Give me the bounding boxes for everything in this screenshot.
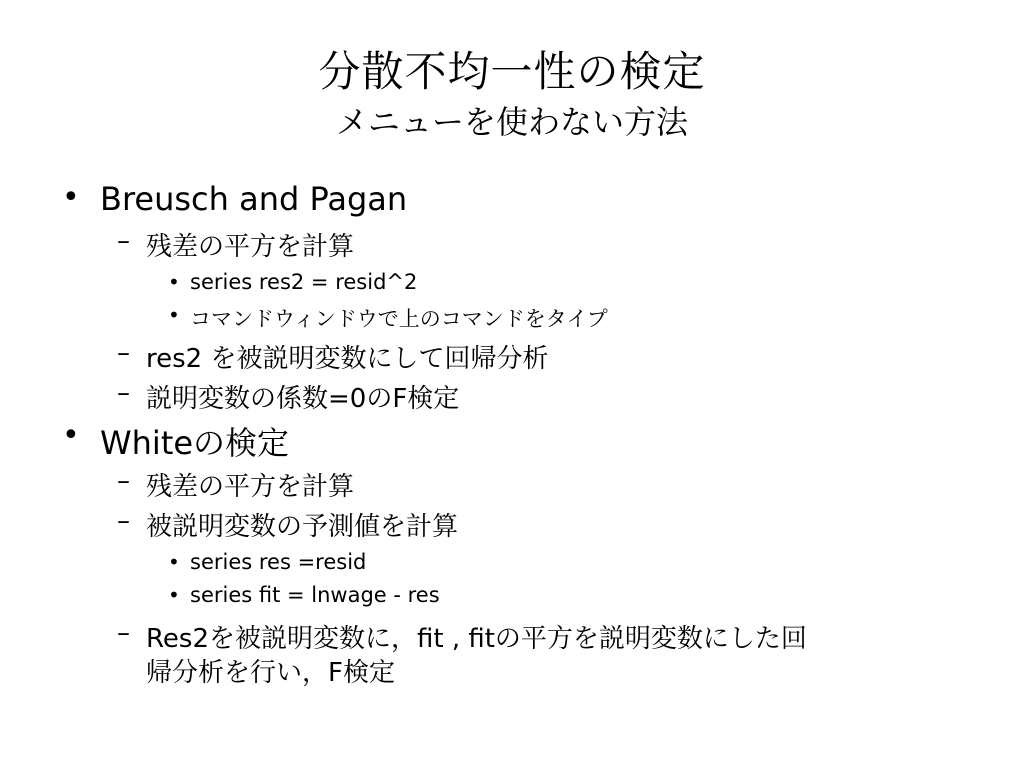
dash-marker: – <box>117 378 130 408</box>
command-text: series fit = lnwage - res <box>190 583 440 607</box>
subbullet-text: 残差の平方を計算 <box>146 232 355 262</box>
subbullet-text: 残差の平方を計算 <box>146 472 355 502</box>
slide-title: 分散不均一性の検定 <box>318 47 706 96</box>
subbullet-text-continued: 帰分析を行い，F検定 <box>146 658 395 688</box>
bullet-marker: • <box>168 303 180 327</box>
subbullet-text: 被説明変数の予測値を計算 <box>146 512 459 542</box>
subbullet-text: res2 を被説明変数にして回帰分析 <box>146 344 549 374</box>
subbullet-text: 説明変数の係数=0のF検定 <box>146 384 460 414</box>
slide-subtitle: メニューを使わない方法 <box>335 103 688 141</box>
bullet-marker: • <box>168 270 180 294</box>
bullet-marker: • <box>62 180 80 215</box>
note-text: コマンドウィンドウで上のコマンドをタイプ <box>190 307 608 331</box>
bullet-marker: • <box>168 583 180 607</box>
bullet-marker: • <box>168 550 180 574</box>
dash-marker: – <box>117 338 130 368</box>
command-text: series res2 = resid^2 <box>190 270 418 294</box>
bullet-text: Breusch and Pagan <box>100 180 408 218</box>
bullet-marker: • <box>62 418 80 453</box>
dash-marker: – <box>117 226 130 256</box>
dash-marker: – <box>117 618 130 648</box>
bullet-text: Whiteの検定 <box>100 424 290 462</box>
command-text: series res =resid <box>190 550 367 574</box>
dash-marker: – <box>117 506 130 536</box>
subbullet-text: Res2を被説明変数に，fit , fitの平方を説明変数にした回 <box>146 624 807 654</box>
dash-marker: – <box>117 466 130 496</box>
